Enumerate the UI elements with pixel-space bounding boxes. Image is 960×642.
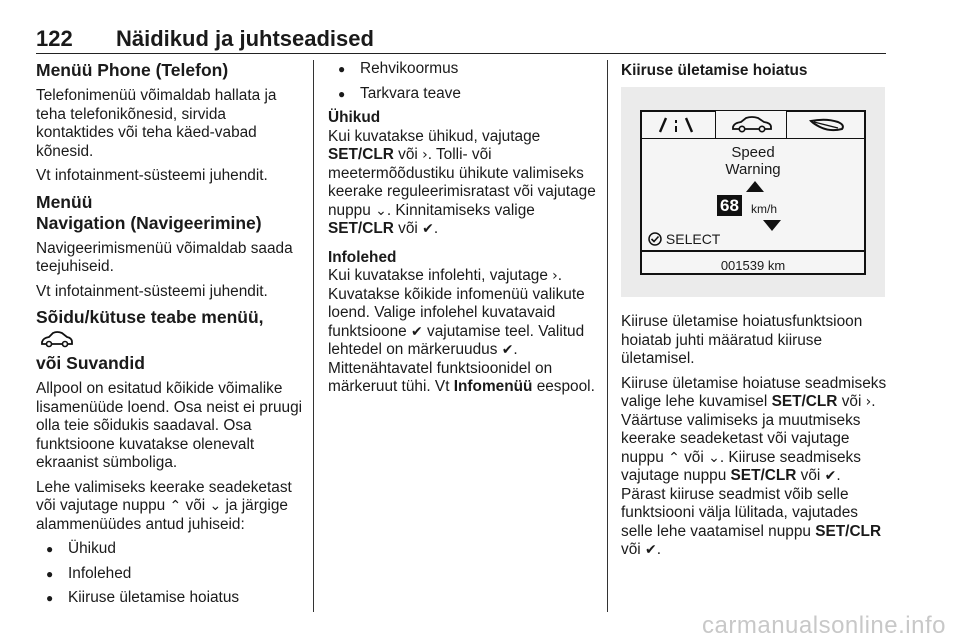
chevron-right-icon: › bbox=[552, 268, 558, 284]
link-info-menu: Infomenüü bbox=[453, 378, 533, 395]
paragraph-speed-warning-set: Kiiruse ületamise hoiatuse seadmiseks valige lehe kuvamisel SET/CLR või ›. Väärtuse valimiseks ja muutmiseks keerake seadeketast või vajutage nuppu ⌃ või ⌄. Kiiruse seadmiseks vajutage nuppu SET/CLR või ✔. Pärast kiiruse seadmist võib selle funktsiooni välja lülitada, vajutades selle lehe vaatamisel nuppu SET/CLR või ✔. bbox=[621, 374, 887, 558]
display-text-warning: Warning bbox=[725, 161, 781, 178]
chevron-up-icon: ⌃ bbox=[668, 449, 680, 466]
car-icon bbox=[40, 330, 74, 353]
column-divider bbox=[313, 60, 314, 612]
display-select-label: SELECT bbox=[648, 230, 720, 251]
column-3 bbox=[621, 60, 887, 566]
eco-leaf-icon bbox=[808, 117, 848, 139]
checkmark-icon: ✔ bbox=[422, 221, 434, 237]
display-tab-row bbox=[642, 112, 864, 139]
checkmark-icon: ✔ bbox=[824, 468, 837, 484]
section-heading-speed-warning: Kiiruse ületamise hoiatus bbox=[621, 62, 808, 79]
road-icon bbox=[654, 116, 702, 140]
paragraph-select-page: Lehe valimiseks keerake seadeketast või vajutage nuppu ⌃ või ⌄ ja järgige alammenüüdes antud juhiseid: bbox=[36, 478, 292, 533]
list-item: ● Kiiruse ületamise hoiatus bbox=[36, 589, 304, 608]
list-item: ● Infolehed bbox=[36, 565, 304, 584]
display-odometer: 001539 km bbox=[720, 258, 786, 273]
chevron-down-icon: ⌄ bbox=[209, 498, 222, 514]
checkmark-icon: ✔ bbox=[644, 542, 657, 558]
display-divider bbox=[642, 250, 864, 252]
watermark: carmanualsonline.info bbox=[702, 612, 946, 639]
section-heading-vehicle: Sõidu/kütuse teabe menüü, või Suvandid bbox=[36, 307, 264, 373]
display-speed-value: 68 bbox=[717, 195, 742, 216]
submenu-list bbox=[36, 540, 304, 608]
paragraph-submenus: Allpool on esitatud kõikide võimalike lisamenüüde loend. Osa neist ei pruugi olla teie sõidukis saadaval. Osa funktsioone kuvatakse olenevalt ekraanist sümboliga. bbox=[36, 380, 303, 471]
paragraph-reference: Vt infotainment-süsteemi juhendit. bbox=[36, 167, 268, 184]
paragraph-navigation: Navigeerimismenüü võimaldab saada teejuhiseid. bbox=[36, 239, 293, 275]
check-circle-icon bbox=[648, 232, 662, 251]
list-item: ● Tarkvara teave bbox=[328, 85, 596, 104]
subheading-info-pages: Infolehed bbox=[328, 248, 397, 266]
chevron-up-icon: ⌃ bbox=[169, 498, 182, 514]
checkmark-icon: ✔ bbox=[501, 342, 514, 358]
chevron-right-icon: › bbox=[865, 394, 872, 410]
paragraph-phone: Telefonimenüü võimaldab hallata ja teha telefonikõnesid, sirvida kontaktides või teha käed-vabad kõnesid. bbox=[36, 87, 277, 160]
chevron-down-icon: ⌄ bbox=[375, 202, 387, 219]
triangle-down-icon bbox=[763, 218, 781, 237]
page-header bbox=[36, 22, 886, 54]
page-number: 122 bbox=[36, 26, 73, 51]
subheading-units: Ühikud bbox=[328, 109, 381, 126]
speed-warning-illustration bbox=[621, 87, 885, 297]
submenu-list-continued bbox=[328, 60, 596, 103]
display-screen bbox=[640, 110, 866, 275]
column-1 bbox=[36, 60, 304, 614]
paragraph-reference: Vt infotainment-süsteemi juhendit. bbox=[36, 282, 268, 300]
display-tab-vehicle bbox=[715, 110, 787, 138]
section-heading-navigation: Menüü Navigation (Navigeerimine) bbox=[36, 191, 262, 233]
chevron-right-icon: › bbox=[422, 147, 428, 163]
page-title: Näidikud ja juhtseadised bbox=[116, 26, 374, 51]
chevron-down-icon: ⌄ bbox=[708, 449, 720, 466]
column-divider bbox=[607, 60, 608, 612]
paragraph-units: Ühikud Kui kuvatakse ühikud, vajutage SET/CLR või ›. Tolli- või meetermõõdustiku ühikute valimiseks keerake reguleerimisratast või vajutage nuppu ⌄. Kinnitamiseks valige SET/CLR või ✔. bbox=[328, 109, 596, 237]
list-item: ● Ühikud bbox=[36, 540, 304, 559]
paragraph-info-pages: Infolehed Kui kuvatakse infolehti, vajutage ›. Kuvatakse kõikide infomenüü valikute loend. Valige infolehel kuvatavaid funktsioone ✔ vajutamise teel. Valitud lehtedel on märkeruudus ✔. Mittenähtavatel funktsioonidel on märkeruut tühi. Vt Infomenüü eespool. bbox=[328, 248, 595, 395]
column-2 bbox=[328, 60, 596, 403]
display-speed-unit: km/h bbox=[751, 202, 778, 216]
triangle-up-icon bbox=[746, 179, 764, 198]
paragraph-speed-warning-intro: Kiiruse ületamise hoiatusfunktsioon hoiatab juhti määratud kiiruse ületamisel. bbox=[621, 313, 863, 367]
display-text-speed: Speed bbox=[731, 144, 775, 161]
section-heading-phone: Menüü Phone (Telefon) bbox=[36, 60, 229, 80]
list-item: ● Rehvikoormus bbox=[328, 60, 596, 79]
checkmark-icon: ✔ bbox=[411, 323, 423, 340]
